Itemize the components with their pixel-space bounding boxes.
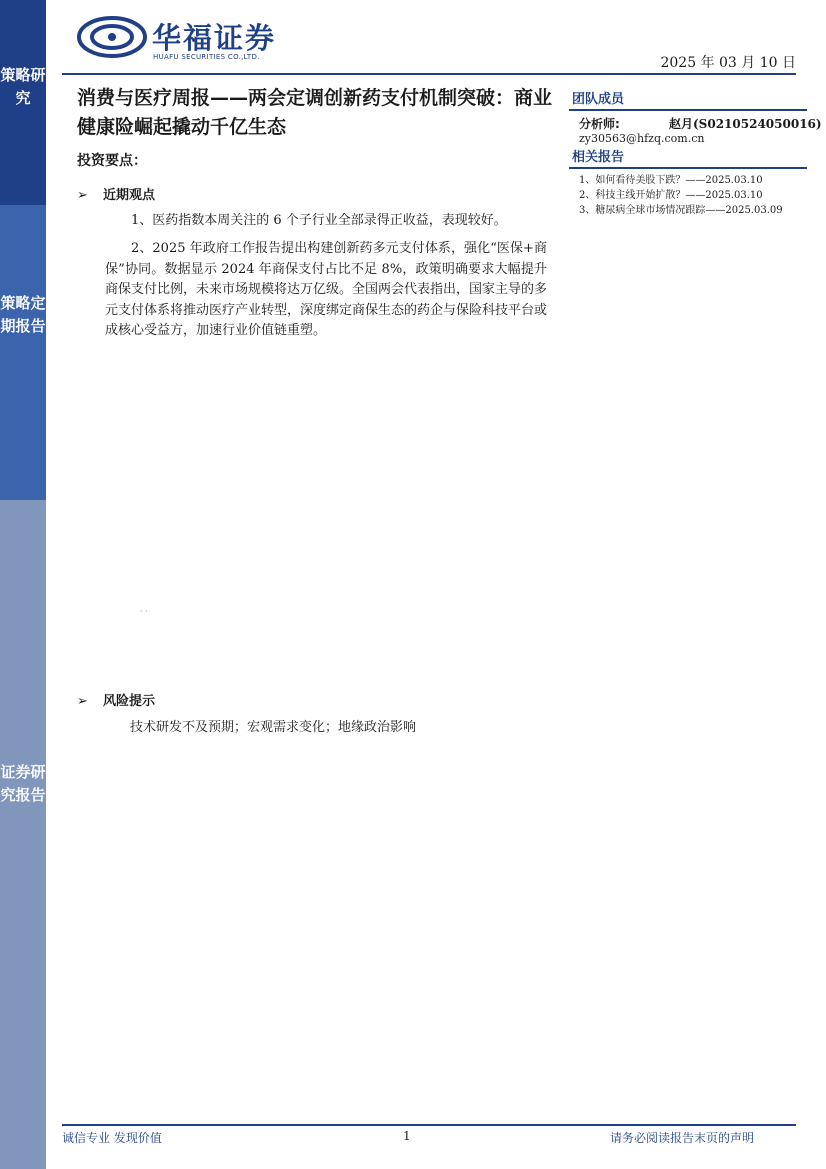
- team-heading: 团队成员: [572, 92, 625, 107]
- analyst-label: 分析师:: [579, 116, 620, 131]
- footer-divider: [62, 1124, 796, 1126]
- related-report-item[interactable]: 3、糖尿病全球市场情况跟踪——2025.03.09: [579, 204, 783, 216]
- team-panel: [569, 88, 822, 145]
- sidebar-label-periodic-report: 策略定期报告: [0, 294, 46, 335]
- section-heading-recent-views: [77, 184, 155, 203]
- report-date: 2025 年 03 月 10 日: [660, 55, 796, 71]
- footer-slogan: 诚信专业 发现价值: [62, 1131, 162, 1145]
- sidebar-band-periodic-report: [0, 205, 46, 500]
- related-reports-list: [569, 173, 807, 218]
- logo-swirl-icon: [77, 16, 147, 58]
- page-number: 1: [403, 1129, 411, 1143]
- footer-disclaimer: 请务必阅读报告末页的声明: [609, 1131, 754, 1145]
- bullet-arrow-icon: ➢: [77, 694, 88, 709]
- section-title-recent-views: 近期观点: [103, 188, 156, 203]
- analyst-row: [569, 115, 822, 131]
- related-reports-panel: [569, 146, 807, 218]
- sidebar-label-securities-report: 证券研究报告: [0, 763, 46, 804]
- team-divider: [569, 109, 807, 111]
- related-report-item[interactable]: 1、如何看待美股下跌？——2025.03.10: [579, 174, 763, 186]
- sidebar-band-securities-report: [0, 500, 46, 1169]
- decorative-dots: · ·: [140, 607, 148, 616]
- company-logo: [77, 14, 307, 66]
- header-divider: [62, 73, 796, 75]
- logo-english-name: HUAFU SECURITIES CO.,LTD.: [153, 53, 260, 61]
- report-title: 消费与医疗周报——两会定调创新药支付机制突破：商业健康险崛起撬动千亿生态: [77, 87, 553, 138]
- analyst-email[interactable]: zy30563@hfzq.com.cn: [579, 131, 705, 145]
- bullet-arrow-icon: ➢: [77, 188, 88, 203]
- sidebar-label-strategy-research: 策略研究: [0, 66, 46, 107]
- investment-highlights-heading: 投资要点：: [77, 153, 147, 169]
- paragraph-1: 1、医药指数本周关注的 6 个子行业全部录得正收益，表现较好。: [131, 213, 507, 228]
- related-divider: [569, 167, 807, 169]
- paragraph-2: 2、2025 年政府工作报告提出构建创新药多元支付体系，强化“医保+商保”协同。数据显示 2024 年商保支付占比不足 8%，政策明确要求大幅提升商保支付比例，未来市场规模将达万亿级。全国两会代表指出，国家主导的多元支付体系将推动医疗产业转型，深度绑定商保生态的药企与保险科技平台或成核心受益方，加速行业价值链重塑。: [105, 241, 548, 338]
- related-heading: 相关报告: [572, 150, 625, 165]
- risk-text: 技术研发不及预期；宏观需求变化；地缘政治影响: [130, 720, 417, 735]
- logo-chinese-name: 华福证券: [152, 21, 277, 55]
- section-heading-risk: [77, 690, 155, 709]
- related-report-item[interactable]: 2、科技主线开始扩散？——2025.03.10: [579, 189, 763, 201]
- analyst-name: 赵月(S0210524050016): [669, 116, 822, 131]
- sidebar-band-strategy-research: [0, 0, 46, 205]
- section-title-risk: 风险提示: [103, 694, 156, 709]
